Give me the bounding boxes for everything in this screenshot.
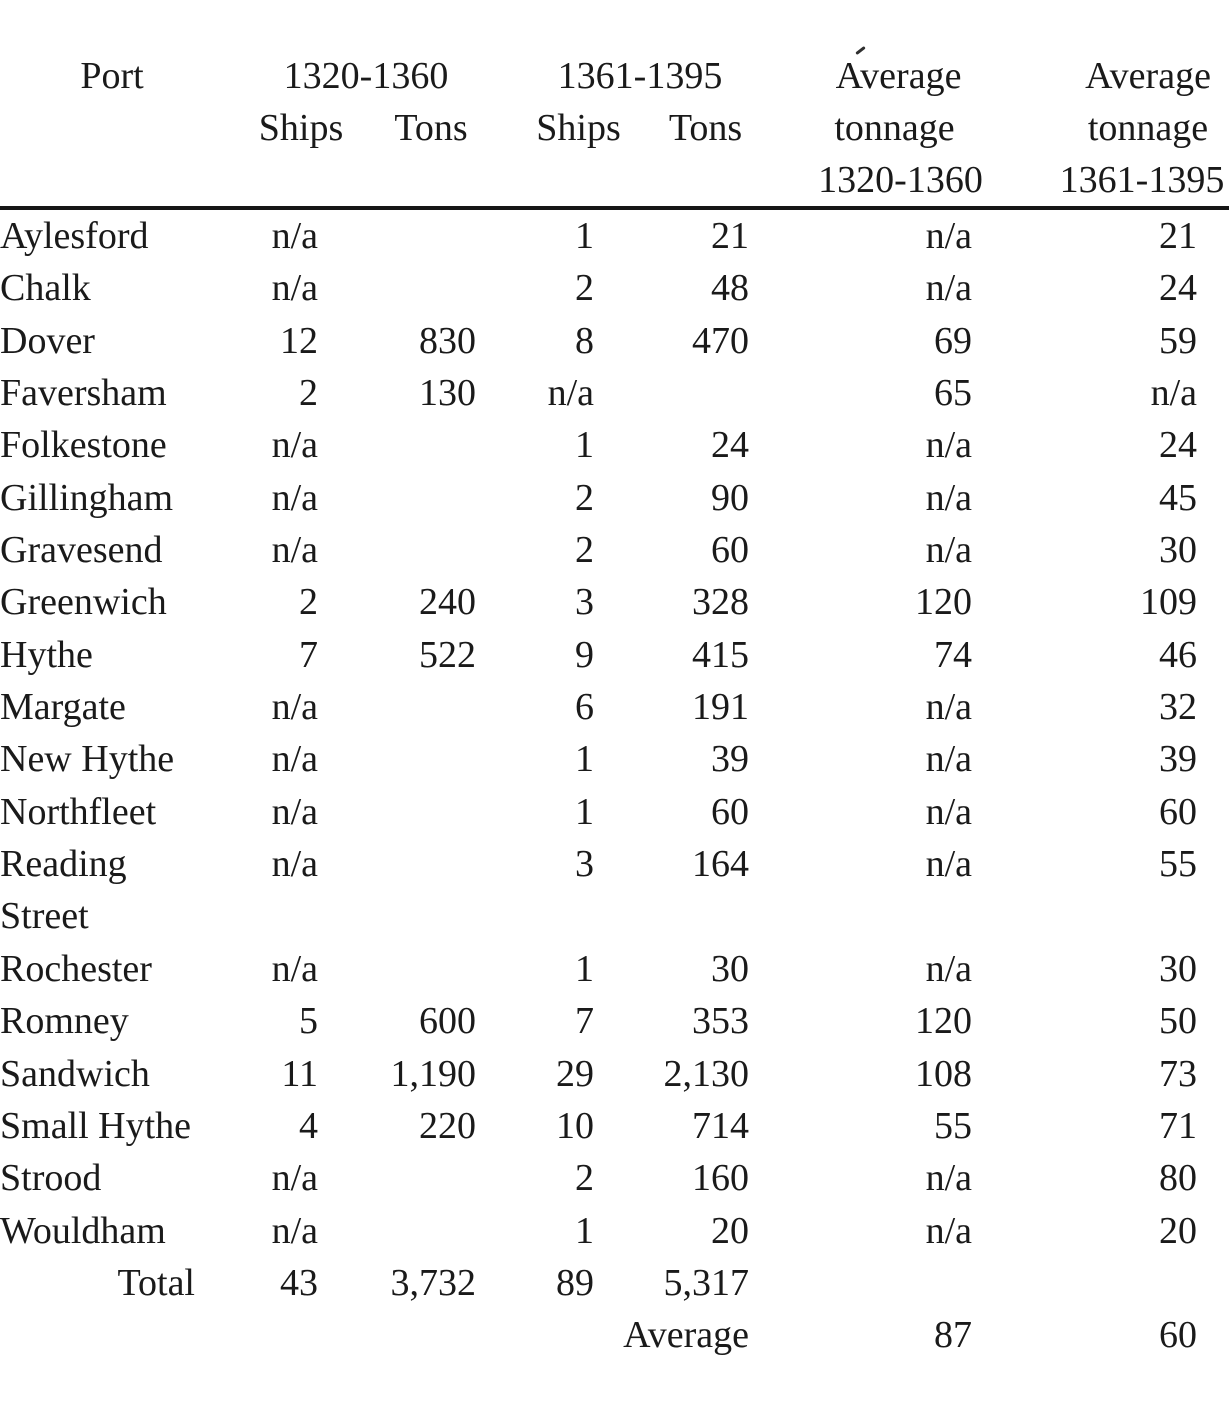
table-row	[0, 262, 1229, 314]
cell-tons1	[320, 681, 480, 733]
cell-avg2: 50	[1159, 1000, 1197, 1043]
cell-avg2: 46	[1159, 633, 1197, 676]
cell-avg2: 24	[1159, 267, 1197, 310]
cell-avg1: n/a	[925, 267, 972, 310]
cell-tons1: 600	[419, 1000, 476, 1043]
cell-ships2: 1	[575, 947, 594, 990]
cell-avg2: n/a	[1150, 372, 1197, 415]
cell-ships1: n/a	[271, 843, 318, 886]
cell-ships1: n/a	[271, 424, 318, 467]
table-row	[0, 208, 1229, 262]
cell-port: Northfleet	[0, 790, 157, 833]
cell-ships2	[480, 1309, 595, 1361]
cell-tons2: 164	[692, 843, 749, 886]
cell-ships1: n/a	[271, 947, 318, 990]
cell-port: Greenwich	[0, 581, 167, 624]
cell-tons1: 522	[419, 633, 476, 676]
cell-tons2: 60	[711, 529, 749, 572]
cell-tons2: 328	[692, 581, 749, 624]
cell-port: Small Hythe	[0, 1104, 192, 1147]
cell-avg1: n/a	[925, 843, 972, 886]
cell-tons1	[320, 733, 480, 785]
cell-port: Margate	[0, 686, 126, 729]
header-row-3	[0, 154, 1229, 208]
header-ships-1: Ships	[258, 107, 344, 149]
cell-ships1: n/a	[271, 1157, 318, 1200]
cell-tons2: 20	[711, 1209, 749, 1252]
cell-ships2: 10	[556, 1104, 594, 1147]
cell-port: Wouldham	[0, 1209, 166, 1252]
cell-tons1	[320, 262, 480, 314]
cell-avg2: 21	[1159, 215, 1197, 257]
cell-port: Rochester	[0, 947, 152, 990]
header-average-2: Average	[1085, 55, 1211, 97]
cell-port: Aylesford	[0, 215, 149, 257]
cell-ships2: 3	[575, 581, 594, 624]
cell-ships2: 1	[575, 424, 594, 467]
cell-avg2: 60	[1159, 1314, 1197, 1357]
cell-avg1: n/a	[925, 215, 972, 257]
cell-port: Sandwich	[0, 1052, 150, 1095]
cell-port: Reading Street	[0, 843, 127, 938]
cell-tons2: 415	[692, 633, 749, 676]
table-row	[0, 472, 1229, 524]
table-row	[0, 681, 1229, 733]
cell-avg1: 87	[934, 1314, 972, 1357]
table-row	[0, 367, 1229, 419]
cell-ships2: 9	[575, 633, 594, 676]
cell-port: New Hythe	[0, 738, 175, 781]
cell-port: Strood	[0, 1157, 102, 1200]
port-tonnage-table	[0, 50, 1229, 1362]
total-row	[0, 1257, 1229, 1309]
cell-tons1	[320, 838, 480, 943]
cell-tons2: 470	[692, 319, 749, 362]
cell-tons1	[320, 786, 480, 838]
cell-ships2: 1	[575, 790, 594, 833]
cell-port	[0, 1309, 210, 1361]
cell-ships1	[210, 1309, 320, 1361]
cell-avg2: 59	[1159, 319, 1197, 362]
cell-tons1	[320, 524, 480, 576]
table-row	[0, 576, 1229, 628]
cell-avg1: n/a	[925, 738, 972, 781]
cell-ships1: 2	[299, 372, 318, 415]
cell-ships2: 2	[575, 476, 594, 519]
table-row	[0, 1100, 1229, 1152]
table-row	[0, 315, 1229, 367]
cell-ships2: 29	[556, 1052, 594, 1095]
cell-tons2: 5,317	[663, 1261, 749, 1304]
cell-avg1: n/a	[925, 947, 972, 990]
header-tons-1: Tons	[394, 107, 468, 149]
header-average-1: Average	[835, 55, 962, 97]
table-row	[0, 1048, 1229, 1100]
cell-avg2: 20	[1159, 1209, 1197, 1252]
cell-ships1: n/a	[271, 738, 318, 781]
cell-tons2: 21	[711, 215, 749, 257]
header-row-2	[0, 102, 1229, 154]
cell-tons2: 714	[692, 1104, 749, 1147]
cell-ships1: n/a	[271, 476, 318, 519]
header-port: Port	[80, 55, 144, 97]
cell-avg2: 39	[1159, 738, 1197, 781]
cell-avg2: 55	[1159, 843, 1197, 886]
cell-avg1: 65	[934, 372, 972, 415]
header-tons-2: Tons	[668, 107, 743, 149]
cell-avg1: n/a	[925, 790, 972, 833]
cell-tons2	[595, 367, 750, 419]
header-row-1	[0, 50, 1229, 102]
cell-ships1: n/a	[271, 686, 318, 729]
cell-tons1: 1,190	[390, 1052, 476, 1095]
cell-tons2: 39	[711, 738, 749, 781]
cell-tons2: 353	[692, 1000, 749, 1043]
cell-port: Folkestone	[0, 424, 167, 467]
table-row	[0, 733, 1229, 785]
table-row	[0, 629, 1229, 681]
cell-ships2: 3	[575, 843, 594, 886]
cell-avg2: 71	[1159, 1104, 1197, 1147]
cell-ships2: 1	[575, 215, 594, 257]
cell-ships2: 2	[575, 267, 594, 310]
cell-tons2: 160	[692, 1157, 749, 1200]
cell-tons1: 3,732	[390, 1261, 476, 1304]
cell-ships2: 1	[575, 1209, 594, 1252]
table-row	[0, 524, 1229, 576]
cell-tons1: 220	[419, 1104, 476, 1147]
cell-ships1: 12	[280, 319, 318, 362]
header-range-1320-1360: 1320-1360	[818, 159, 983, 201]
cell-avg1: n/a	[925, 529, 972, 572]
cell-port: Gravesend	[0, 529, 163, 572]
cell-tons2: 90	[711, 476, 749, 519]
cell-tons1	[320, 419, 480, 471]
table-row	[0, 1152, 1229, 1204]
cell-port: Chalk	[0, 267, 91, 310]
cell-ships2: 1	[575, 738, 594, 781]
table-row	[0, 995, 1229, 1047]
table-row	[0, 419, 1229, 471]
cell-port: Dover	[0, 319, 95, 362]
cell-tons1: 130	[419, 372, 476, 415]
cell-avg2: 60	[1159, 790, 1197, 833]
cell-avg2	[975, 1257, 1229, 1309]
cell-tons2: 60	[711, 790, 749, 833]
cell-avg1: 108	[915, 1052, 972, 1095]
cell-ships2: n/a	[547, 372, 594, 415]
table-body	[0, 208, 1229, 1362]
cell-tons1	[320, 1152, 480, 1204]
cell-ships2: 89	[556, 1261, 594, 1304]
header-tonnage-2: tonnage	[1087, 107, 1209, 149]
table-row	[0, 786, 1229, 838]
cell-avg1: 55	[934, 1104, 972, 1147]
cell-tons2: 30	[711, 947, 749, 990]
cell-ships1: 7	[299, 633, 318, 676]
cell-port: Total	[117, 1261, 195, 1304]
cell-ships1: n/a	[271, 1209, 318, 1252]
cell-avg1: n/a	[925, 476, 972, 519]
header-period-1361-1395: 1361-1395	[557, 55, 723, 97]
cell-avg2: 30	[1159, 947, 1197, 990]
cell-ships2: 7	[575, 1000, 594, 1043]
cell-avg1	[750, 1257, 975, 1309]
cell-ships1: n/a	[271, 215, 318, 257]
cell-avg2: 45	[1159, 476, 1197, 519]
cell-ships2: 8	[575, 319, 594, 362]
header-tonnage-1: tonnage	[834, 107, 955, 149]
cell-tons1	[320, 943, 480, 995]
cell-avg1: n/a	[925, 1209, 972, 1252]
cell-avg1: 69	[934, 319, 972, 362]
cell-ships2: 2	[575, 1157, 594, 1200]
cell-avg2: 30	[1159, 529, 1197, 572]
cell-tons1: 240	[419, 581, 476, 624]
header-range-1361-1395: 1361-1395	[1059, 159, 1225, 201]
cell-ships1: 5	[299, 1000, 318, 1043]
cell-ships1: 2	[299, 581, 318, 624]
cell-tons1	[320, 208, 480, 262]
table-row	[0, 838, 1229, 943]
cell-tons1: 830	[419, 319, 476, 362]
cell-tons1	[320, 1205, 480, 1257]
cell-avg1: n/a	[925, 686, 972, 729]
cell-tons1	[320, 472, 480, 524]
cell-ships1: 43	[280, 1261, 318, 1304]
cell-ships1: n/a	[271, 790, 318, 833]
cell-avg1: 120	[915, 581, 972, 624]
cell-ships2: 6	[575, 686, 594, 729]
table-row	[0, 943, 1229, 995]
cell-avg1: n/a	[925, 1157, 972, 1200]
cell-port: Gillingham	[0, 476, 174, 519]
header-period-1320-1360: 1320-1360	[283, 55, 449, 97]
cell-port: Romney	[0, 1000, 129, 1043]
cell-ships1: n/a	[271, 267, 318, 310]
cell-tons2: 2,130	[663, 1052, 749, 1095]
cell-tons2: Average	[623, 1314, 749, 1357]
cell-tons2: 48	[711, 267, 749, 310]
cell-avg2: 109	[1140, 581, 1197, 624]
cell-avg2: 80	[1159, 1157, 1197, 1200]
cell-ships1: 4	[299, 1104, 318, 1147]
table-row	[0, 1205, 1229, 1257]
cell-tons2: 191	[692, 686, 749, 729]
header-ships-2: Ships	[536, 107, 621, 149]
table-header	[0, 50, 1229, 208]
cell-ships1: n/a	[271, 529, 318, 572]
cell-tons1	[320, 1309, 480, 1361]
cell-avg1: 74	[934, 633, 972, 676]
cell-avg1: 120	[915, 1000, 972, 1043]
cell-avg2: 73	[1159, 1052, 1197, 1095]
cell-tons2: 24	[711, 424, 749, 467]
cell-ships1: 11	[281, 1052, 318, 1095]
cell-port: Hythe	[0, 633, 93, 676]
cell-avg2: 24	[1159, 424, 1197, 467]
cell-avg1: n/a	[925, 424, 972, 467]
cell-ships2: 2	[575, 529, 594, 572]
cell-avg2: 32	[1159, 686, 1197, 729]
average-row	[0, 1309, 1229, 1361]
cell-port: Faversham	[0, 372, 167, 415]
